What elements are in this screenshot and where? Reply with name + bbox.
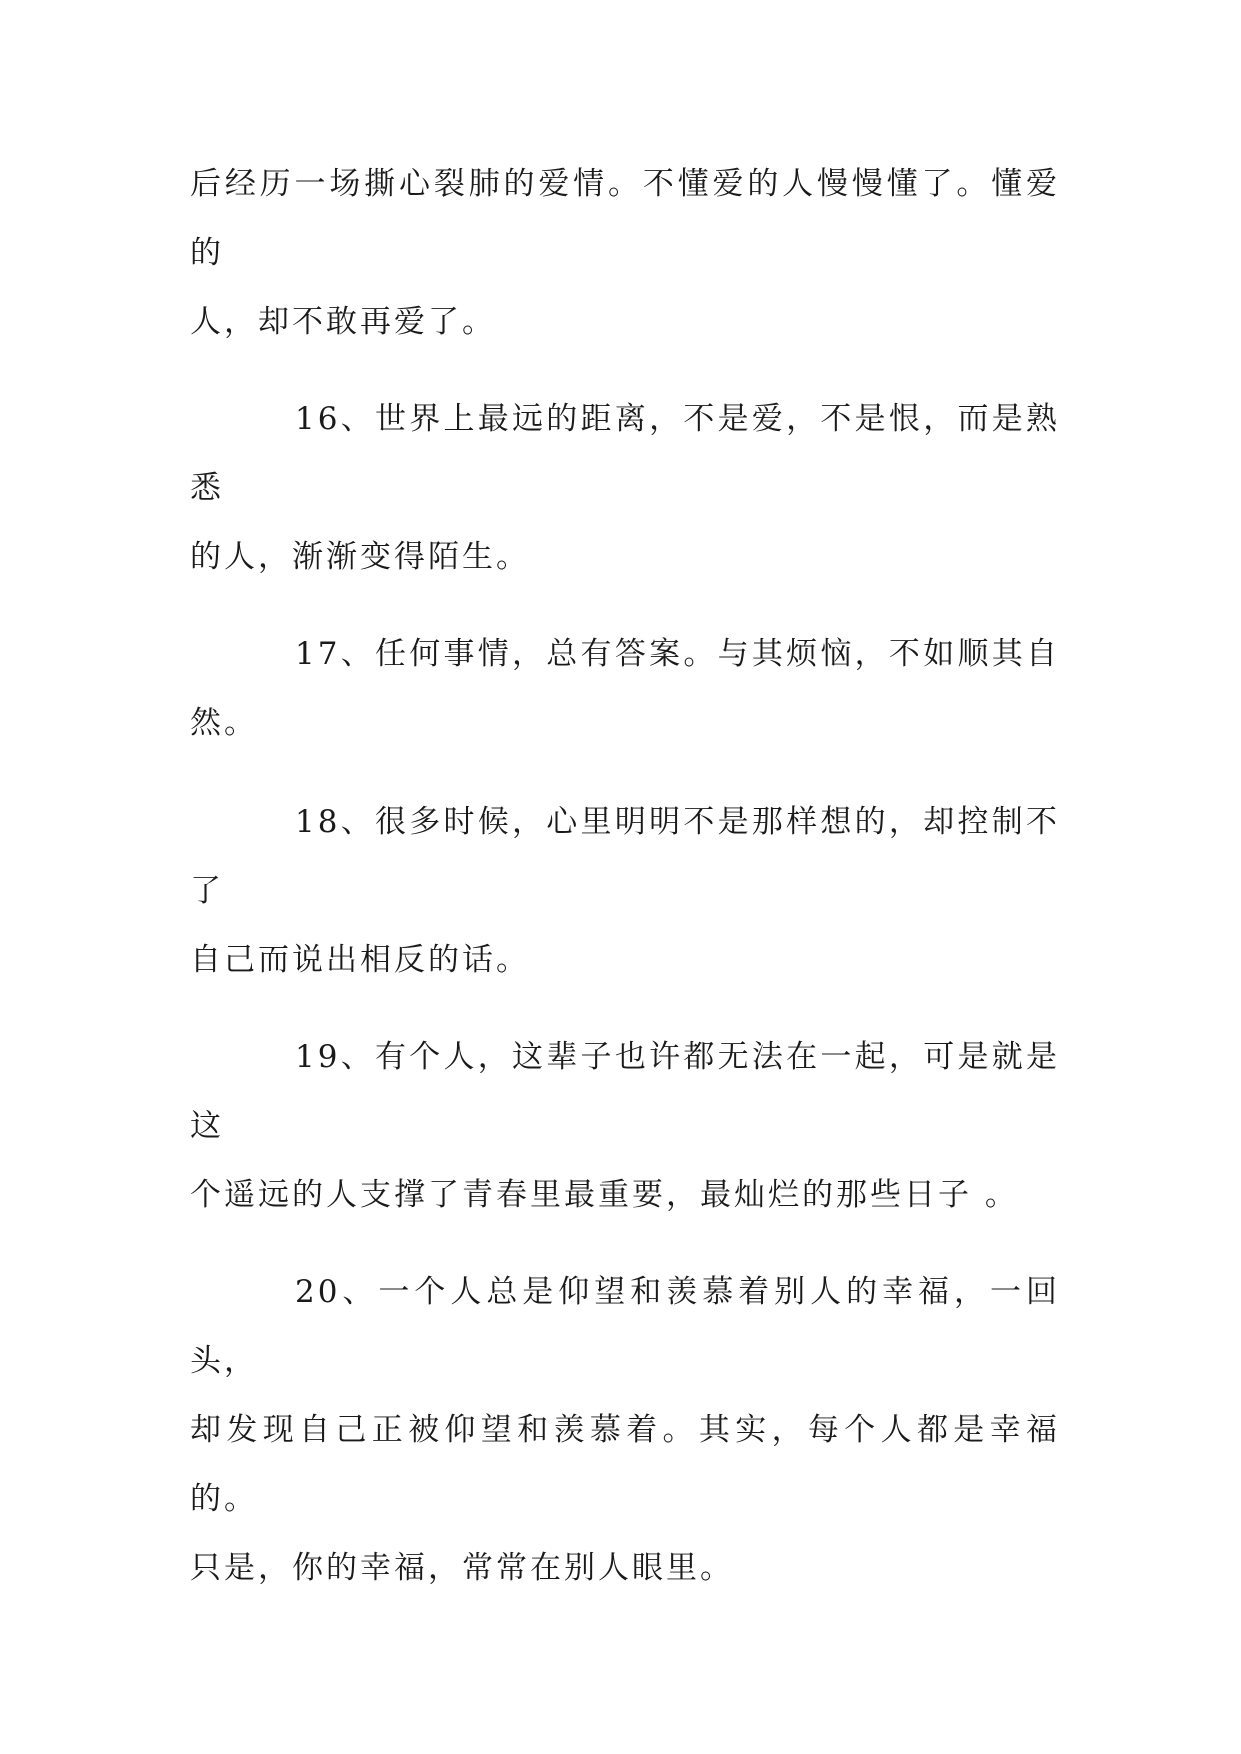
paragraph-16 — [190, 385, 1060, 592]
paragraph-continuation — [190, 150, 1060, 357]
paragraph-20 — [190, 1258, 1060, 1603]
paragraph-line: 20、一个人总是仰望和羡慕着别人的幸福，一回头， — [190, 1274, 1060, 1379]
paragraph-line: 18、很多时候，心里明明不是那样想的，却控制不了 — [190, 804, 1060, 909]
paragraph-19 — [190, 1023, 1060, 1230]
paragraph-line: 的人，渐渐变得陌生。 — [190, 539, 530, 575]
paragraph-17 — [190, 620, 1060, 758]
paragraph-line: 16、世界上最远的距离，不是爱，不是恨，而是熟悉 — [190, 401, 1060, 506]
paragraph-line: 个遥远的人支撑了青春里最重要，最灿烂的那些日子 。 — [190, 1177, 1019, 1213]
paragraph-line: 人，却不敢再爱了。 — [190, 304, 496, 340]
paragraph-line: 后经历一场撕心裂肺的爱情。不懂爱的人慢慢懂了。懂爱的 — [190, 166, 1060, 271]
paragraph-line: 自己而说出相反的话。 — [190, 942, 530, 978]
paragraph-line: 只是，你的幸福，常常在别人眼里。 — [190, 1550, 734, 1586]
paragraph-18 — [190, 788, 1060, 995]
paragraph-line: 19、有个人，这辈子也许都无法在一起，可是就是这 — [190, 1039, 1060, 1144]
paragraph-line: 却发现自己正被仰望和羡慕着。其实，每个人都是幸福的。 — [190, 1412, 1060, 1517]
paragraph-line: 17、任何事情，总有答案。与其烦恼，不如顺其自然。 — [190, 636, 1060, 741]
